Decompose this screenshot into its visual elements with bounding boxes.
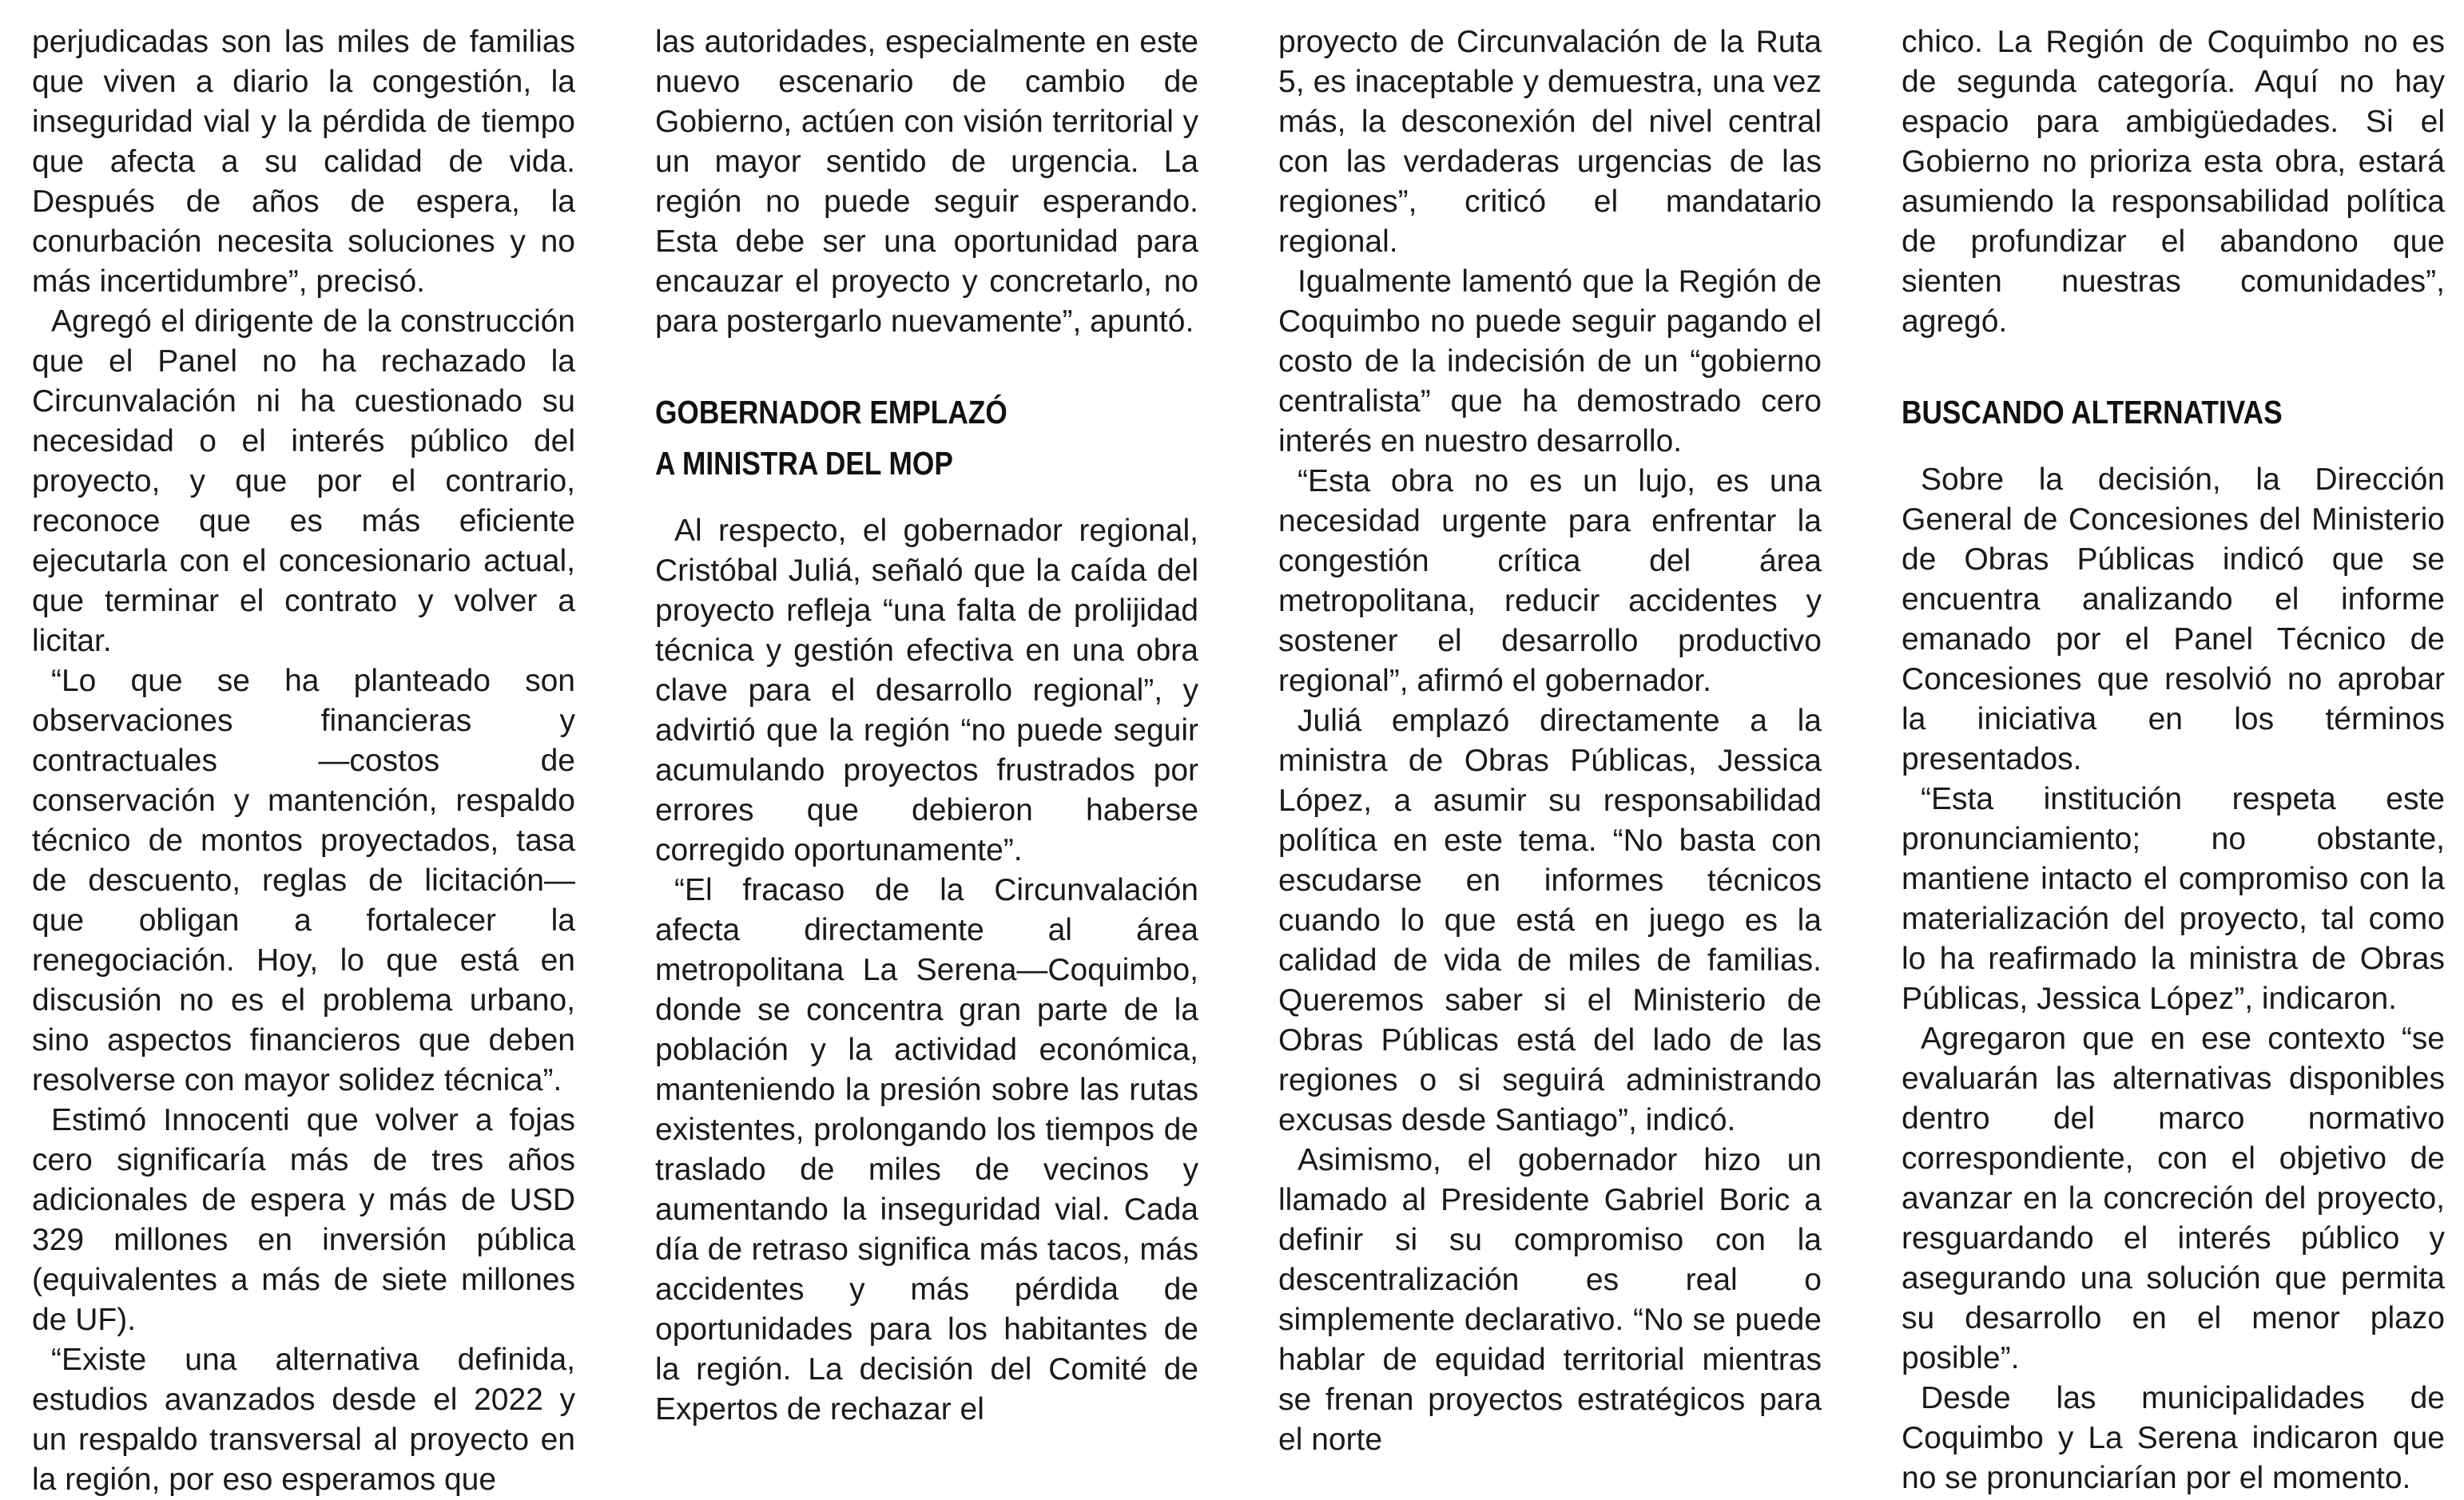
article-paragraph: Agregó el dirigente de la construcción que el Panel no ha rechazado la Circunvalación ni ha cuestionado su necesidad o el interés público del proyecto, y que por el contrario, reconoce que es más eficiente ejecutarla con el concesionario actual, que terminar el contrato y volver a licitar. <box>32 304 575 658</box>
article-column-4 <box>1902 22 2445 1495</box>
article-paragraph: Sobre la decisión, la Dirección General de Concesiones del Ministerio de Obras Públicas indicó que se encuentra analizando el informe emanado por el Panel Técnico de Concesiones que resolvió no aprobar la iniciativa en los términos presentados. <box>1902 462 2445 776</box>
article-paragraph: “Esta obra no es un lujo, es una necesidad urgente para enfrentar la congestión crítica del área metropolitana, reducir accidentes y sostener el desarrollo productivo regional”, afirmó el gobernador. <box>1278 464 1822 698</box>
article-paragraph: las autoridades, especialmente en este nuevo escenario de cambio de Gobierno, actúen con visión territorial y un mayor sentido de urgencia. La región no puede seguir esperando. Esta debe ser una oportunidad para encauzar el proyecto y concretarlo, no para postergarlo nuevamente”, apuntó. <box>655 25 1198 339</box>
article-paragraph: “Esta institución respeta este pronunciamiento; no obstante, mantiene intacto el compromiso con la materialización del proyecto, tal como lo ha reafirmado la ministra de Obras Públicas, Jessica López”, indicaron. <box>1902 782 2445 1016</box>
article-column-2 <box>655 22 1198 1427</box>
article-paragraph: Juliá emplazó directamente a la ministra de Obras Públicas, Jessica López, a asumir su responsabilidad política en este tema. “No basta con escudarse en informes técnicos cuando lo que está en juego es la calidad de vida de miles de familias. Queremos saber si el Ministerio de Obras Públicas está del lado de las regiones o si seguirá administrando excusas desde Santiago”, indicó. <box>1278 704 1822 1137</box>
article-paragraph: perjudicadas son las miles de familias que viven a diario la congestión, la inseguridad vial y la pérdida de tiempo que afecta a su calidad de vida. Después de años de espera, la conurbación necesita soluciones y no más incertidumbre”, precisó. <box>32 25 575 299</box>
article-paragraph: Desde las municipalidades de Coquimbo y La Serena indicaron que no se pronunciarían por el momento. <box>1902 1381 2445 1495</box>
section-heading-gobernador <box>655 387 1123 489</box>
article-paragraph: Al respecto, el gobernador regional, Cristóbal Juliá, señaló que la caída del proyecto refleja “una falta de prolijidad técnica y gestión efectiva en una obra clave para el desarrollo regional”, y advirtió que la región “no puede seguir acumulando proyectos frustrados por errores que debieron haberse corregido oportunamente”. <box>655 514 1198 867</box>
section-heading-line: BUSCANDO ALTERNATIVAS <box>1902 394 2283 431</box>
article-paragraph: chico. La Región de Coquimbo no es de segunda categoría. Aquí no hay espacio para ambigüedades. Si el Gobierno no prioriza esta obra, estará asumiendo la responsabilidad política de profundizar el abandono que sienten nuestras comunidades”, agregó. <box>1902 25 2445 339</box>
article-paragraph: “El fracaso de la Circunvalación afecta directamente al área metropolitana La Serena—Coquimbo, donde se concentra gran parte de la población y la actividad económica, manteniendo la presión sobre las rutas existentes, prolongando los tiempos de traslado de miles de vecinos y aumentando la inseguridad vial. Cada día de retraso significa más tacos, más accidentes y más pérdida de oportunidades para los habitantes de la región. La decisión del Comité de Expertos de rechazar el <box>655 873 1198 1427</box>
article-paragraph: Igualmente lamentó que la Región de Coquimbo no puede seguir pagando el costo de la indecisión de un “gobierno centralista” que ha demostrado cero interés en nuestro desarrollo. <box>1278 264 1822 458</box>
article-column-1 <box>32 22 575 1497</box>
section-heading-line: A MINISTRA DEL MOP <box>655 445 953 482</box>
section-heading-buscando <box>1902 387 2369 438</box>
section-heading-line: GOBERNADOR EMPLAZÓ <box>655 394 1007 431</box>
article-paragraph: “Existe una alternativa definida, estudios avanzados desde el 2022 y un respaldo transversal al proyecto en la región, por eso esperamos que <box>32 1343 575 1497</box>
article-paragraph: “Lo que se ha planteado son observaciones financieras y contractuales —costos de conservación y mantención, respaldo técnico de montos proyectados, tasa de descuento, reglas de licitación— que obligan a fortalecer la renegociación. Hoy, lo que está en discusión no es el problema urbano, sino aspectos financieros que deben resolverse con mayor solidez técnica”. <box>32 664 575 1097</box>
article-paragraph: Asimismo, el gobernador hizo un llamado al Presidente Gabriel Boric a definir si su compromiso con la descentralización es real o simplemente declarativo. “No se puede hablar de equidad territorial mientras se frenan proyectos estratégicos para el norte <box>1278 1143 1822 1457</box>
article-column-3 <box>1278 22 1822 1457</box>
article-paragraph: Estimó Innocenti que volver a fojas cero significaría más de tres años adicionales de espera y más de USD 329 millones en inversión pública (equivalentes a más de siete millones de UF). <box>32 1103 575 1337</box>
article-paragraph: proyecto de Circunvalación de la Ruta 5, es inaceptable y demuestra, una vez más, la desconexión del nivel central con las verdaderas urgencias de las regiones”, criticó el mandatario regional. <box>1278 25 1822 259</box>
article-page <box>32 22 2445 1497</box>
article-paragraph: Agregaron que en ese contexto “se evaluarán las alternativas disponibles dentro del marco normativo correspondiente, con el objetivo de avanzar en la concreción del proyecto, resguardando el interés público y asegurando una solución que permita su desarrollo en el menor plazo posible”. <box>1902 1022 2445 1375</box>
